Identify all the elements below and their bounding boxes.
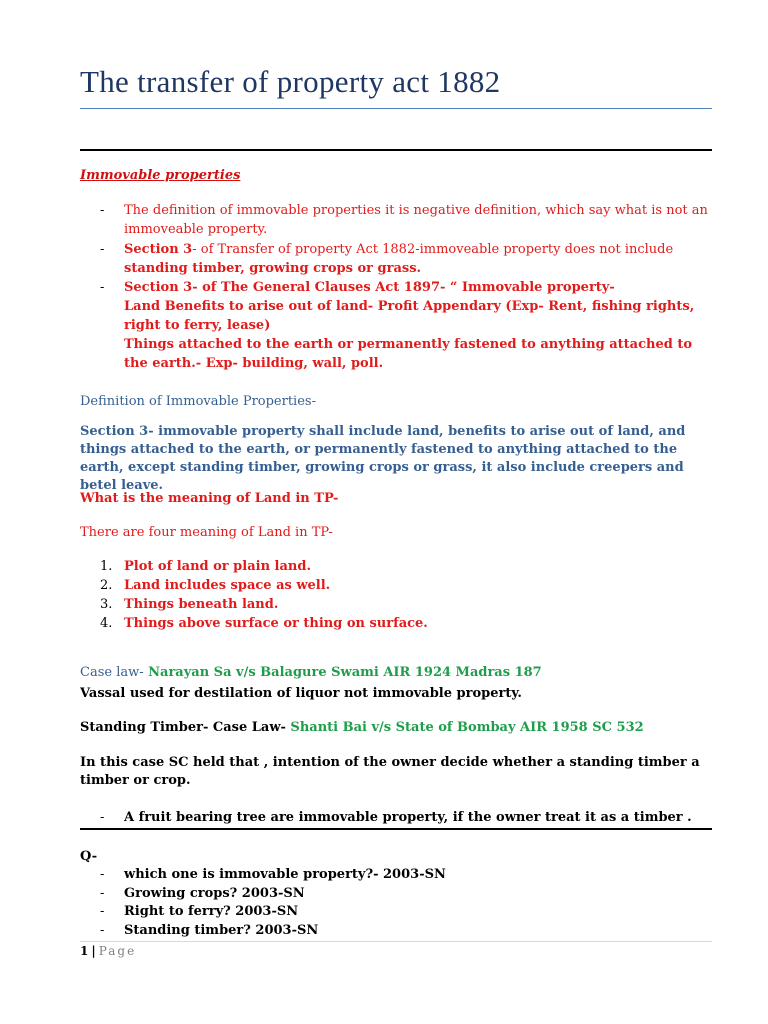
case-note: Vassal used for destilation of liquor not immovable property. [80,686,522,701]
section3-paragraph: Section 3- immovable property shall include land, benefits to arise out of land, and things attached to the earth, or permanently fastened to anything attached to the earth, except standing timber, growing crops or grass, it also include creepers and betel leave. [80,424,686,493]
case-law-2 [80,720,644,735]
list-item: - Standing timber? 2003-SN [100,922,319,938]
case-name: Narayan Sa v/s Balagure Swami AIR 1924 Madras 187 [143,665,542,680]
bullet-text: standing timber, growing crops or grass. [124,261,422,276]
bullet-text: Section 3- of The General Clauses Act 1897- “ Immovable property- [124,280,615,295]
list-item: - A fruit bearing tree are immovable property, if the owner treat it as a timber . [100,810,692,825]
list-item: - Section 3- of The General Clauses Act 1897- “ Immovable property- Land Benefits to arise out of land- Profit Appendary (Exp- Rent, fishing rights, right to ferry, lease) Things attached to the earth or permanently fastened to anything attached to the earth.- Exp- building, wall, poll. [100,280,695,371]
case-law-1 [80,665,542,680]
list-item: 3. Things beneath land. [100,597,279,612]
case-name: Shanti Bai v/s State of Bombay AIR 1958 SC 532 [285,720,644,735]
questions-label: Q- [80,849,98,864]
bullet-lead: Section 3 [124,242,193,257]
meaning-intro: There are four meaning of Land in TP- [80,525,333,540]
bullet-text: Things attached to the earth or permanently fastened to anything attached to the earth.- Exp- building, wall, poll. [124,337,693,371]
bullet-text: A fruit bearing tree are immovable property, if the owner treat it as a timber . [124,810,692,825]
page-word: Page [98,944,137,958]
list-item: 2. Land includes space as well. [100,578,331,593]
list-item: - The definition of immovable properties it is negative definition, which say what is not an immoveable property. [100,203,708,237]
bullet-text: Land Benefits to arise out of land- Profit Appendary (Exp- Rent, fishing rights, right to ferry, lease) [124,299,695,333]
document-title: The transfer of property act 1882 [80,64,501,99]
page-footer [80,944,136,958]
case-label: Standing Timber- Case Law- [80,720,286,735]
list-item: - which one is immovable property?- 2003-SN [100,867,446,882]
meaning-question: What is the meaning of Land in TP- [80,491,339,506]
section-divider [80,149,712,151]
immovable-bullets [100,201,715,373]
title-divider [80,108,712,109]
immovable-properties-heading: Immovable properties [80,168,241,183]
list-item: - Section 3- of Transfer of property Act 1882-immoveable property does not include standing timber, growing crops or grass. [100,242,674,276]
list-item: - Growing crops? 2003-SN [100,885,305,901]
questions-list [100,866,715,940]
list-item: 1. Plot of land or plain land. [100,559,311,574]
list-item: 4. Things above surface or thing on surface. [100,616,428,631]
fruit-tree-bullet [100,808,715,827]
bullet-text: - of Transfer of property Act 1882-immoveable property does not include [192,242,674,257]
bullet-underline [80,828,712,830]
page-number: 1 [80,944,89,958]
footer-separator: | [91,944,96,958]
footer-divider [80,941,712,942]
case-holding: In this case SC held that , intention of the owner decide whether a standing timber a timber or crop. [80,755,700,788]
case-label: Case law- [80,665,144,680]
bullet-text: The definition of immovable properties it is negative definition, which say what is not an immoveable property. [124,203,708,237]
land-meanings-list [100,557,428,633]
definition-heading: Definition of Immovable Properties- [80,394,316,409]
list-item: - Right to ferry? 2003-SN [100,904,299,919]
